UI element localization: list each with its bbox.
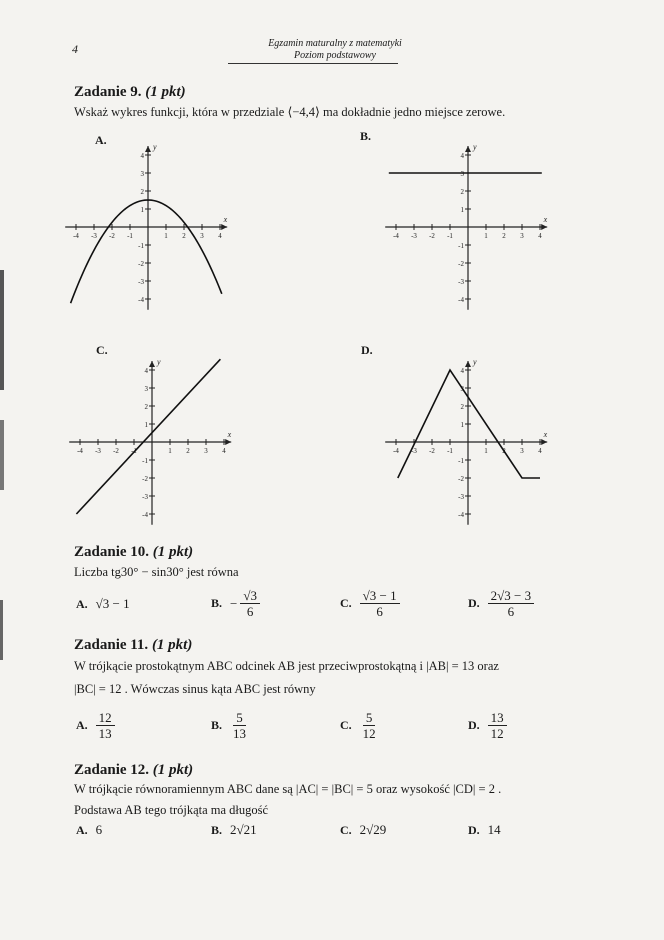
graph-label-d: D. [361, 343, 373, 357]
task11-title [74, 637, 192, 654]
y-tick-label: 1 [140, 206, 144, 214]
task10-option-b[interactable] [211, 588, 260, 619]
y-tick-label: -2 [142, 475, 148, 483]
x-tick-label: 1 [168, 447, 172, 455]
task9-title [74, 84, 186, 101]
y-tick-label: 3 [460, 385, 464, 393]
x-tick-label: 3 [204, 447, 208, 455]
task11-number: Zadanie 11. [74, 637, 149, 653]
option-letter: C. [340, 718, 352, 732]
y-tick-label: -3 [138, 278, 144, 286]
function-curve-a [71, 200, 222, 303]
y-tick-label: -4 [458, 511, 464, 519]
option-value: 14 [487, 822, 501, 837]
x-tick-label: 3 [520, 447, 524, 455]
page-number: 4 [72, 42, 78, 56]
y-axis-arrow [465, 146, 471, 152]
graph-c [72, 357, 232, 525]
y-tick-label: 4 [140, 152, 144, 160]
y-axis-arrow [145, 146, 151, 152]
x-tick-label: 1 [484, 447, 488, 455]
x-tick-label: 1 [164, 232, 168, 240]
y-tick-label: -3 [142, 493, 148, 501]
x-tick-label: -3 [411, 232, 417, 240]
y-tick-label: 1 [460, 206, 464, 214]
fraction-numerator: 12 [96, 710, 115, 726]
y-tick-label: 3 [140, 170, 144, 178]
task10-text: Liczba tg30° − sin30° jest równa [74, 565, 239, 579]
y-axis-label: y [473, 142, 477, 152]
y-tick-label: 2 [460, 403, 464, 411]
y-tick-label: -2 [138, 260, 144, 268]
task11-option-b[interactable] [211, 710, 249, 741]
fraction-denominator: 13 [98, 726, 112, 741]
y-tick-label: -2 [458, 475, 464, 483]
y-tick-label: 2 [140, 188, 144, 196]
x-tick-label: -1 [131, 447, 137, 455]
option-letter: A. [76, 822, 88, 837]
x-axis-arrow [541, 224, 547, 230]
x-axis-arrow [225, 439, 231, 445]
task12-text-line1: W trójkącie równoramiennym ABC dane są |AC| = |BC| = 5 oraz wysokość |CD| = 2 . [74, 782, 502, 796]
header-title: Egzamin maturalny z matematyki [268, 38, 402, 49]
y-tick-label: 4 [144, 367, 148, 375]
fraction-denominator: 13 [233, 726, 247, 741]
x-tick-label: -4 [77, 447, 83, 455]
header-rule [228, 63, 398, 64]
y-tick-label: -3 [458, 493, 464, 501]
task12-option-d[interactable] [468, 822, 501, 838]
x-tick-label: -3 [91, 232, 97, 240]
task10-points: (1 pkt) [152, 544, 194, 560]
task9-points: (1 pkt) [145, 84, 186, 100]
scan-artifact [0, 420, 4, 490]
x-tick-label: -4 [73, 232, 79, 240]
y-tick-label: -1 [142, 457, 148, 465]
y-axis-label: y [473, 357, 477, 367]
option-letter: B. [211, 596, 223, 610]
task11-text-line2: |BC| = 12 . Wówczas sinus kąta ABC jest równy [74, 682, 316, 696]
task12-number: Zadanie 12. [74, 762, 150, 778]
option-fraction [360, 588, 400, 619]
task12-option-a[interactable] [76, 822, 102, 838]
y-tick-label: -4 [138, 296, 144, 304]
task11-option-d[interactable] [468, 710, 507, 741]
x-tick-label: 1 [484, 232, 488, 240]
x-tick-label: 4 [222, 447, 226, 455]
option-fraction [488, 588, 534, 619]
y-tick-label: -2 [458, 260, 464, 268]
x-tick-label: -2 [113, 447, 119, 455]
task12-option-b[interactable] [211, 822, 257, 838]
fraction-denominator: 6 [246, 604, 254, 619]
x-tick-label: -3 [95, 447, 101, 455]
option-letter: A. [76, 596, 88, 611]
option-letter: D. [468, 718, 480, 732]
x-axis-label: x [543, 215, 548, 224]
y-tick-label: -1 [138, 242, 144, 250]
x-axis-arrow [221, 224, 227, 230]
task10-number: Zadanie 10. [74, 544, 150, 560]
task12-option-c[interactable] [340, 822, 386, 838]
option-fraction [360, 710, 379, 741]
x-tick-label: 4 [218, 232, 222, 240]
scan-artifact [0, 270, 4, 390]
header-level: Poziom podstawowy [294, 50, 376, 61]
option-fraction [96, 710, 115, 741]
y-tick-label: 2 [460, 188, 464, 196]
task11-points: (1 pkt) [151, 637, 193, 653]
task10-option-c[interactable] [340, 588, 400, 619]
fraction-denominator: 12 [490, 726, 504, 741]
option-sign: − [230, 595, 238, 611]
x-tick-label: 3 [200, 232, 204, 240]
y-tick-label: 1 [144, 421, 148, 429]
x-tick-label: 2 [502, 447, 506, 455]
option-value: 2√29 [359, 822, 387, 837]
y-tick-label: -1 [458, 457, 464, 465]
y-axis-label: y [157, 357, 161, 367]
y-tick-label: 4 [460, 152, 464, 160]
fraction-denominator: 6 [507, 604, 515, 619]
option-letter: D. [468, 822, 480, 837]
scan-artifact [0, 600, 3, 660]
y-tick-label: 2 [144, 403, 148, 411]
y-axis-arrow [149, 361, 155, 367]
x-axis-label: x [227, 430, 232, 439]
fraction-numerator: 5 [363, 710, 376, 726]
graph-b [388, 142, 548, 310]
y-tick-label: 1 [460, 421, 464, 429]
x-tick-label: -1 [127, 232, 133, 240]
x-tick-label: 4 [538, 447, 542, 455]
x-tick-label: -1 [447, 232, 453, 240]
task11-option-c[interactable] [340, 710, 379, 741]
task11-option-a[interactable] [76, 710, 115, 741]
fraction-numerator: 2√3 − 3 [488, 588, 534, 604]
graph-label-c: C. [96, 343, 108, 357]
x-axis-label: x [223, 215, 228, 224]
x-axis-label: x [543, 430, 548, 439]
graph-label-a: A. [95, 133, 107, 147]
fraction-numerator: √3 [240, 588, 260, 604]
x-tick-label: -2 [109, 232, 115, 240]
task10-title [74, 544, 193, 561]
x-axis-arrow [541, 439, 547, 445]
option-letter: C. [340, 822, 352, 837]
y-tick-label: 3 [460, 170, 464, 178]
y-tick-label: -3 [458, 278, 464, 286]
option-letter: C. [340, 596, 352, 610]
x-tick-label: -4 [393, 447, 399, 455]
x-tick-label: -4 [393, 232, 399, 240]
x-tick-label: -2 [429, 232, 435, 240]
x-tick-label: 2 [182, 232, 186, 240]
y-tick-label: 4 [460, 367, 464, 375]
task10-option-a[interactable] [76, 596, 130, 612]
option-fraction [488, 710, 507, 741]
y-tick-label: -4 [142, 511, 148, 519]
option-letter: B. [211, 718, 223, 732]
fraction-denominator: 6 [376, 604, 383, 619]
fraction-numerator: √3 − 1 [360, 588, 400, 604]
fraction-numerator: 5 [233, 710, 246, 726]
y-tick-label: -4 [458, 296, 464, 304]
task9-text: Wskaż wykres funkcji, która w przedziale ⟨−4,4⟩ ma dokładnie jedno miejsce zerowe. [74, 105, 506, 119]
graph-label-b: B. [360, 129, 372, 143]
option-fraction [240, 588, 260, 619]
y-axis-arrow [465, 361, 471, 367]
page-header [200, 38, 470, 62]
x-tick-label: 2 [186, 447, 190, 455]
x-tick-label: -1 [447, 447, 453, 455]
fraction-numerator: 13 [488, 710, 507, 726]
option-value: 6 [95, 822, 103, 837]
option-value: 2√21 [230, 822, 257, 837]
task12-title [74, 762, 193, 779]
option-letter: A. [76, 718, 88, 732]
x-tick-label: 4 [538, 232, 542, 240]
task12-points: (1 pkt) [152, 762, 194, 778]
task10-option-d[interactable] [468, 588, 534, 619]
graph-a [68, 142, 228, 310]
option-letter: B. [211, 822, 223, 837]
task12-text-line2: Podstawa AB tego trójkąta ma długość [74, 803, 269, 817]
option-letter: D. [468, 596, 480, 610]
x-tick-label: -2 [429, 447, 435, 455]
function-curve-c [76, 359, 220, 514]
graph-d [388, 357, 548, 525]
y-tick-label: -1 [458, 242, 464, 250]
option-fraction [230, 710, 249, 741]
x-tick-label: 3 [520, 232, 524, 240]
x-tick-label: -3 [411, 447, 417, 455]
y-tick-label: 3 [144, 385, 148, 393]
option-value: √3 − 1 [95, 596, 130, 611]
fraction-denominator: 12 [362, 726, 376, 741]
y-axis-label: y [153, 142, 157, 152]
task9-number: Zadanie 9. [74, 84, 142, 100]
task11-text-line1: W trójkącie prostokątnym ABC odcinek AB jest przeciwprostokątną i |AB| = 13 oraz [74, 659, 499, 673]
x-tick-label: 2 [502, 232, 506, 240]
